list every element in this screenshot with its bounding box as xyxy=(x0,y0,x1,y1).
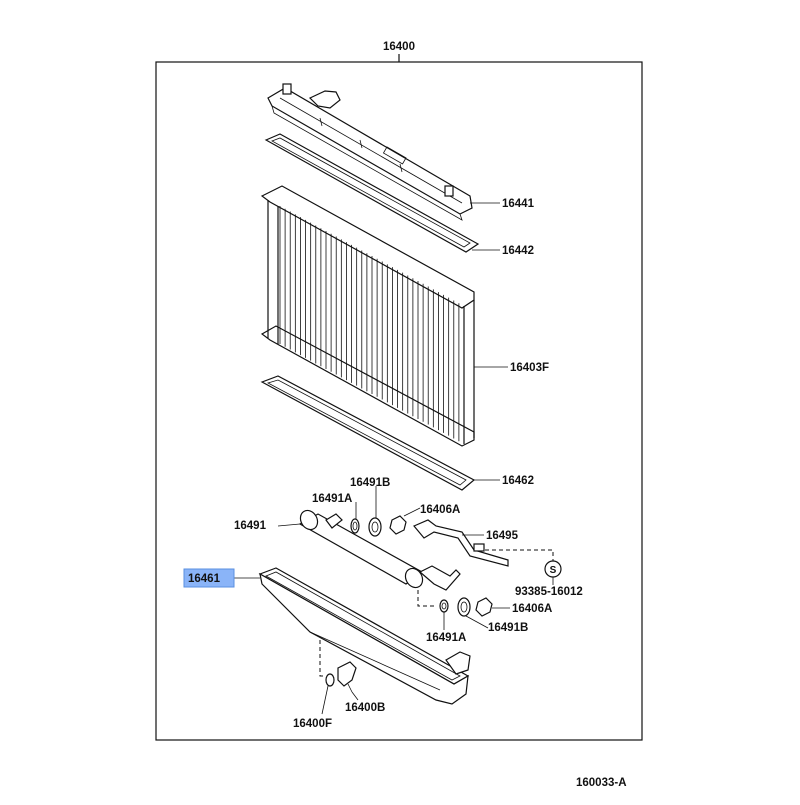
plug-top-drawing xyxy=(390,516,406,534)
svg-text:S: S xyxy=(549,565,557,576)
oring-bottom-drawing xyxy=(440,600,448,612)
washer-bottom-drawing xyxy=(458,598,470,616)
part-label-16462[interactable]: 16462 xyxy=(502,475,534,487)
part-label-16406A-top[interactable]: 16406A xyxy=(420,504,461,516)
oring-top-drawing xyxy=(351,519,359,533)
part-label-16403F[interactable]: 16403F xyxy=(510,362,550,374)
part-label-16495[interactable]: 16495 xyxy=(486,530,518,542)
part-label-16400B[interactable]: 16400B xyxy=(345,702,386,714)
drain-oring-drawing xyxy=(326,674,334,686)
plug-bottom-drawing xyxy=(476,598,492,616)
part-label-16461[interactable]: 16461 xyxy=(188,573,220,585)
part-label-93385-16012[interactable]: 93385-16012 xyxy=(515,586,583,598)
part-label-16491B-bottom[interactable]: 16491B xyxy=(488,622,529,634)
assembly-number-label: 16400 xyxy=(383,41,415,53)
illustration-number: 160033-A xyxy=(576,777,627,789)
part-label-16406A-bottom[interactable]: 16406A xyxy=(512,603,553,615)
part-label-16400F[interactable]: 16400F xyxy=(293,718,333,730)
part-label-16491[interactable]: 16491 xyxy=(234,520,266,532)
hose-drawing xyxy=(414,520,508,566)
part-label-16441[interactable]: 16441 xyxy=(502,198,534,210)
part-label-16491A-bottom[interactable]: 16491A xyxy=(426,632,467,644)
drain-cock-drawing xyxy=(338,662,356,692)
part-label-16491B-top[interactable]: 16491B xyxy=(350,477,391,489)
part-label-16442[interactable]: 16442 xyxy=(502,245,534,257)
washer-top-drawing xyxy=(369,518,381,536)
part-label-16491A-top[interactable]: 16491A xyxy=(312,493,353,505)
radiator-core-drawing xyxy=(262,186,474,446)
